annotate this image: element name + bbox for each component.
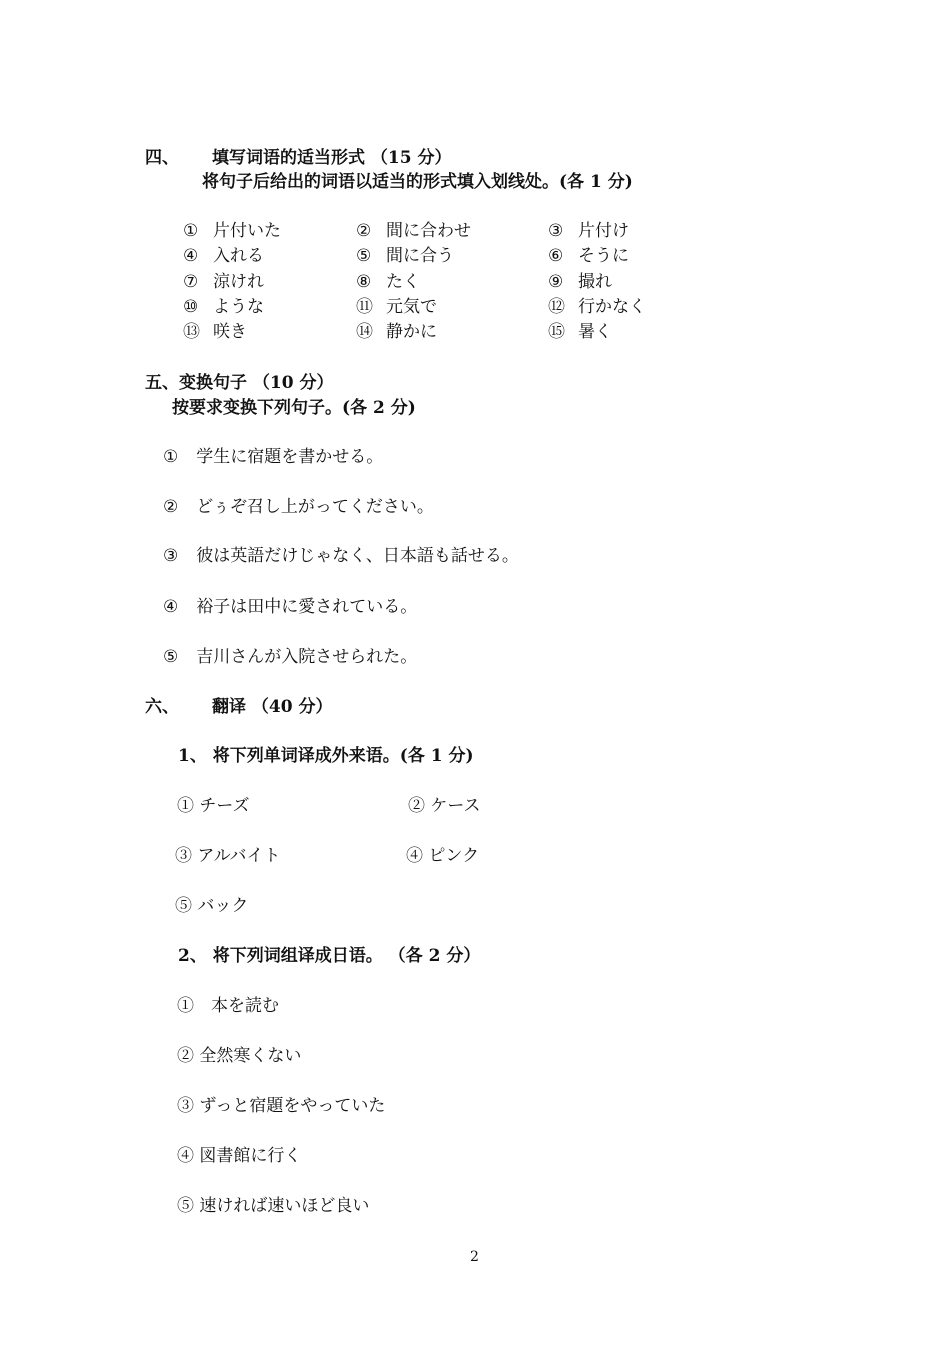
word-text: 静かに <box>386 322 437 342</box>
word-text: 撮れ <box>578 272 612 292</box>
sentence-item: ④ 裕子は田中に愛されている。 <box>163 597 418 617</box>
section6-title: 翻译 （40 分） <box>212 697 333 717</box>
word-number: ⑮ <box>548 322 565 342</box>
page-number: 2 <box>470 1249 479 1265</box>
word-number: ⑥ <box>548 246 564 266</box>
loanword-item: ① チーズ <box>177 796 250 816</box>
word-text: 片付いた <box>213 221 281 241</box>
section4-title: 填写词语的适当形式 （15 分） <box>212 148 452 168</box>
word-number: ⑤ <box>356 246 372 266</box>
word-text: 元気で <box>386 297 437 317</box>
loanword-item: ⑤ バック <box>175 896 249 916</box>
word-bank-item <box>356 216 471 241</box>
section4-instruction: 将句子后给出的词语以适当的形式填入划线处。(各 1 分) <box>202 172 633 192</box>
word-text: たく <box>386 272 420 292</box>
word-number: ② <box>356 221 372 241</box>
loanword-item: ② ケース <box>408 796 481 816</box>
word-number: ⑨ <box>548 272 564 292</box>
word-number: ⑧ <box>356 272 372 292</box>
word-bank-item <box>183 241 264 266</box>
word-number: ⑭ <box>356 322 373 342</box>
part1-title: 1、 将下列单词译成外来语。(各 1 分) <box>178 746 474 766</box>
part2-title: 2、 将下列词组译成日语。 （各 2 分） <box>178 946 481 966</box>
word-number: ④ <box>183 246 199 266</box>
word-number: ⑫ <box>548 297 565 317</box>
phrase-item: ③ ずっと宿題をやっていた <box>177 1096 386 1116</box>
word-text: 間に合わせ <box>386 221 471 241</box>
word-text: ような <box>213 297 264 317</box>
word-bank-item <box>548 267 612 292</box>
word-number: ③ <box>548 221 564 241</box>
word-bank-item <box>183 292 264 317</box>
word-text: 暑く <box>578 322 612 342</box>
word-number: ⑦ <box>183 272 199 292</box>
word-text: 入れる <box>213 246 264 266</box>
section6-number: 六、 <box>145 697 179 717</box>
word-bank-item <box>183 317 247 342</box>
loanword-item: ③ アルバイト <box>175 846 281 866</box>
word-bank-item <box>356 267 420 292</box>
sentence-item: ⑤ 吉川さんが入院させられた。 <box>163 647 418 667</box>
word-text: 片付け <box>578 221 629 241</box>
sentence-item: ② どぅぞ召し上がってください。 <box>163 497 434 517</box>
word-number: ⑪ <box>356 297 373 317</box>
phrase-item: ⑤ 速ければ速いほど良い <box>177 1196 370 1216</box>
word-bank-item <box>356 317 437 342</box>
phrase-item: ④ 図書館に行く <box>177 1146 302 1166</box>
word-text: 咲き <box>213 322 247 342</box>
word-bank-item <box>548 292 646 317</box>
word-number: ⑩ <box>183 297 199 317</box>
section5-title: 五、变换句子 （10 分） <box>145 373 334 393</box>
word-number: ① <box>183 221 199 241</box>
word-text: 間に合う <box>386 246 454 266</box>
word-bank-item <box>548 216 629 241</box>
sentence-item: ① 学生に宿題を書かせる。 <box>163 447 384 467</box>
word-number: ⑬ <box>183 322 200 342</box>
word-text: そうに <box>578 246 629 266</box>
loanword-item: ④ ピンク <box>406 846 480 866</box>
word-bank-item <box>183 216 281 241</box>
word-bank-item <box>548 317 612 342</box>
word-bank-item <box>356 292 437 317</box>
section5-instruction: 按要求变换下列句子。(各 2 分) <box>172 398 416 418</box>
phrase-item: ① 本を読む <box>177 996 279 1016</box>
word-text: 涼けれ <box>213 272 264 292</box>
phrase-item: ② 全然寒くない <box>177 1046 302 1066</box>
section4-number: 四、 <box>145 148 179 168</box>
word-bank-item <box>548 241 629 266</box>
word-bank-item <box>183 267 264 292</box>
sentence-item: ③ 彼は英語だけじゃなく、日本語も話せる。 <box>163 546 519 566</box>
word-text: 行かなく <box>578 297 646 317</box>
word-bank-item <box>356 241 454 266</box>
